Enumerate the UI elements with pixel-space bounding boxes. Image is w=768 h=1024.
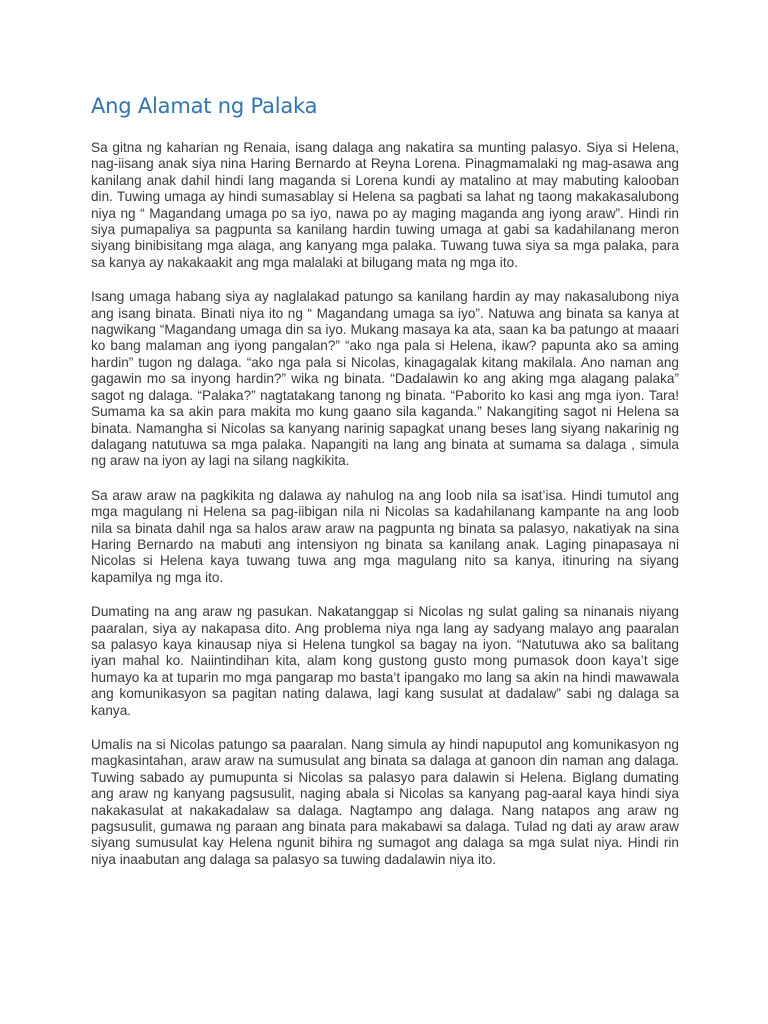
paragraph-3: Sa araw araw na pagkikita ng dalawa ay nahulog na ang loob nila sa isat’isa. Hindi tumutol ang mga magulang ni Helena sa pag-iibigan nila ni Nicolas sa kadahilanang kampante na ang loob nila sa binata dahil nga sa halos araw araw na pagpunta ng binata sa palasyo, nakatiyak na sina Haring Bernardo na mabuti ang intensiyon ng binata sa kanilang anak. Laging pinapasaya ni Nicolas si Helena kaya tuwang tuwa ang mga magulang nito sa kanya, itinuring na siyang kapamilya ng mga ito. bbox=[91, 487, 679, 585]
paragraph-2: Isang umaga habang siya ay naglalakad patungo sa kanilang hardin ay may nakasalubong niya ang isang binata. Binati niya ito ng “ Magandang umaga sa iyo”. Natuwa ang binata sa kanya at nagwikang “Magandang umaga din sa iyo. Mukang masaya ka ata, saan ka ba patungo at maaari ko bang malaman ang iyong pangalan?” “ako nga pala si Helena, ikaw? papunta ako sa aming hardin” tugon ng dalaga. “ako nga pala si Nicolas, kinagagalak kitang makilala. Ano naman ang gagawin mo sa inyong hardin?” wika ng binata. “Dadalawin ko ang aking mga alagang palaka” sagot ng dalaga. “Palaka?” nagtatakang tanong ng binata. “Paborito ko kasi ang mga iyon. Tara! Sumama ka sa akin para makita mo kung gaano sila kaganda.” Nakangiting sagot ni Helena sa binata. Namangha si Nicolas sa kanyang narinig sapagkat unang beses lang siyang nakarinig ng dalagang natutuwa sa mga palaka. Napangiti na lang ang binata at sumama sa dalaga , simula ng araw na iyon ay lagi na silang nagkikita. bbox=[91, 289, 679, 469]
paragraph-1: Sa gitna ng kaharian ng Renaia, isang dalaga ang nakatira sa munting palasyo. Siya si Helena, nag-iisang anak siya nina Haring Bernardo at Reyna Lorena. Pinagmamalaki ng mag-asawa ang kanilang anak dahil hindi lang maganda si Lorena kundi ay matalino at may mabuting kalooban din. Tuwing umaga ay hindi sumasablay si Helena sa pagbati sa lahat ng taong makakasalubong niya ng “ Magandang umaga po sa iyo, nawa po ay maging maganda ang iyong araw”. Hindi rin siya pumapaliya sa pagpunta sa kanilang hardin tuwing umaga at gabi sa kadahilanang meron siyang binibisitang mga alaga, ang kanyang mga palaka. Tuwang tuwa siya sa mga palaka, para sa kanya ay nakakaakit ang mga malalaki at bilugang mata ng mga ito. bbox=[91, 140, 679, 270]
document-title: Ang Alamat ng Palaka bbox=[91, 94, 318, 118]
document-body bbox=[91, 140, 679, 886]
paragraph-4: Dumating na ang araw ng pasukan. Nakatanggap si Nicolas ng sulat galing sa ninanais niyang paaralan, siya ay nakapasa dito. Ang problema niya nga lang ay sadyang malayo ang paaralan sa palasyo kaya kinausap niya si Helena tungkol sa bagay na iyon. “Natutuwa ako sa balitang iyan mahal ko. Naiintindihan kita, alam kong gustong gusto mong pumasok doon kaya’t sige humayo ka at tuparin mo mga pangarap mo basta’t ipangako mo lang sa akin na hindi mawawala ang komunikasyon sa pagitan nating dalawa, lagi kang susulat at dadalaw” sabi ng dalaga sa kanya. bbox=[91, 604, 679, 718]
paragraph-5: Umalis na si Nicolas patungo sa paaralan. Nang simula ay hindi napuputol ang komunikasyon ng magkasintahan, araw araw na sumusulat ang binata sa dalaga at ganoon din naman ang dalaga. Tuwing sabado ay pumupunta si Nicolas sa palasyo para dalawin si Helena. Biglang dumating ang araw ng kanyang pagsusulit, naging abala si Nicolas sa kanyang pag-aaral kaya hindi siya nakakasulat at nakakadalaw sa dalaga. Nagtampo ang dalaga. Nang natapos ang araw ng pagsusulit, gumawa ng paraan ang binata para makabawi sa dalaga. Tulad ng dati ay araw araw siyang sumusulat kay Helena ngunit bihira ng sumagot ang dalaga sa mga sulat niya. Hindi rin niya inaabutan ang dalaga sa palasyo sa tuwing dadalawin niya ito. bbox=[91, 737, 679, 867]
